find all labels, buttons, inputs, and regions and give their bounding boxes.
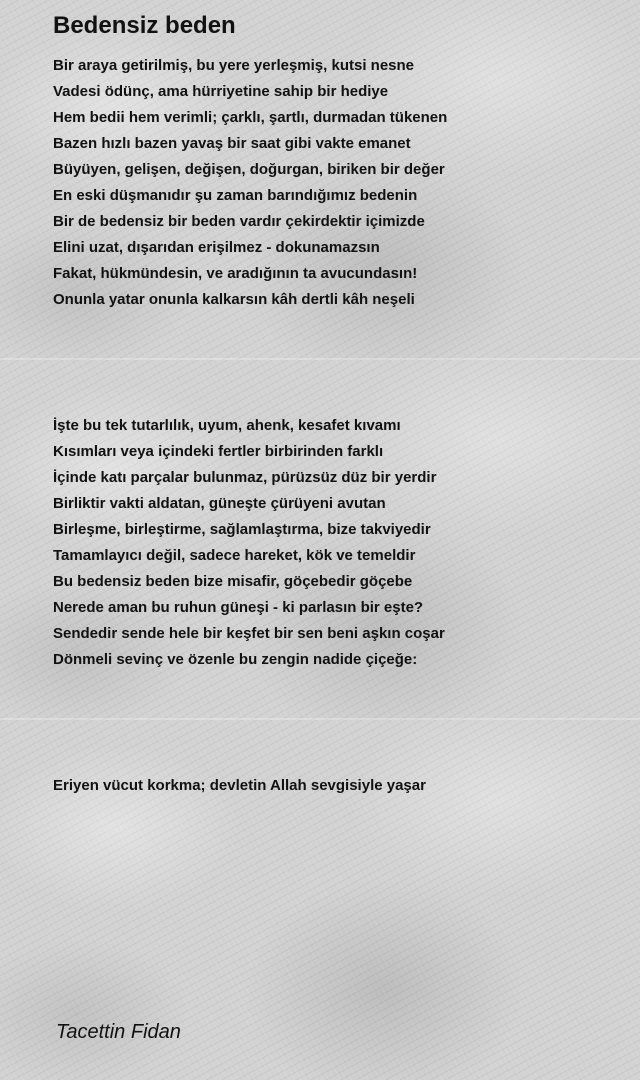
poem-title: Bedensiz beden xyxy=(53,12,236,39)
stanza-3 xyxy=(53,773,426,799)
poem-line: Tamamlayıcı değil, sadece hareket, kök ve temeldir xyxy=(53,547,416,564)
poem-line: Bazen hızlı bazen yavaş bir saat gibi vakte emanet xyxy=(53,135,411,152)
poem-line: Nerede aman bu ruhun güneşi - ki parlasın bir eşte? xyxy=(53,599,424,616)
poem-line: İçinde katı parçalar bulunmaz, pürüzsüz düz bir yerdir xyxy=(53,469,437,486)
poem-line: Vadesi ödünç, ama hürriyetine sahip bir hediye xyxy=(53,83,389,100)
poem-line: Hem bedii hem verimli; çarklı, şartlı, durmadan tükenen xyxy=(53,109,448,126)
poem-line: Bu bedensiz beden bize misafir, göçebedir göçebe xyxy=(53,573,413,590)
poem-line: Fakat, hükmündesin, ve aradığının ta avucundasın! xyxy=(53,265,418,282)
poem-line: Eriyen vücut korkma; devletin Allah sevgisiyle yaşar xyxy=(53,777,426,794)
poem-line: Büyüyen, gelişen, değişen, doğurgan, biriken bir değer xyxy=(53,161,445,178)
stanza-2 xyxy=(53,413,445,673)
poem-author: Tacettin Fidan xyxy=(56,1021,181,1043)
poem-line: Birleşme, birleştirme, sağlamlaştırma, bize takviyedir xyxy=(53,521,431,538)
poem-line: Bir araya getirilmiş, bu yere yerleşmiş, kutsi nesne xyxy=(53,57,415,74)
poem-line: Sendedir sende hele bir keşfet bir sen beni aşkın coşar xyxy=(53,625,445,642)
stanza-1 xyxy=(53,53,447,313)
poem-line: En eski düşmanıdır şu zaman barındığımız bedenin xyxy=(53,187,418,204)
poem-line: Onunla yatar onunla kalkarsın kâh dertli kâh neşeli xyxy=(53,291,415,308)
poem-line: Dönmeli sevinç ve özenle bu zengin nadide çiçeğe: xyxy=(53,651,418,668)
poem-line: Elini uzat, dışarıdan erişilmez - dokunamazsın xyxy=(53,239,380,256)
poem-line: Kısımları veya içindeki fertler birbirinden farklı xyxy=(53,443,384,460)
poem-line: Bir de bedensiz bir beden vardır çekirdektir içimizde xyxy=(53,213,425,230)
poem-line: İşte bu tek tutarlılık, uyum, ahenk, kesafet kıvamı xyxy=(53,417,401,434)
poem-line: Birliktir vakti aldatan, güneşte çürüyeni avutan xyxy=(53,495,386,512)
